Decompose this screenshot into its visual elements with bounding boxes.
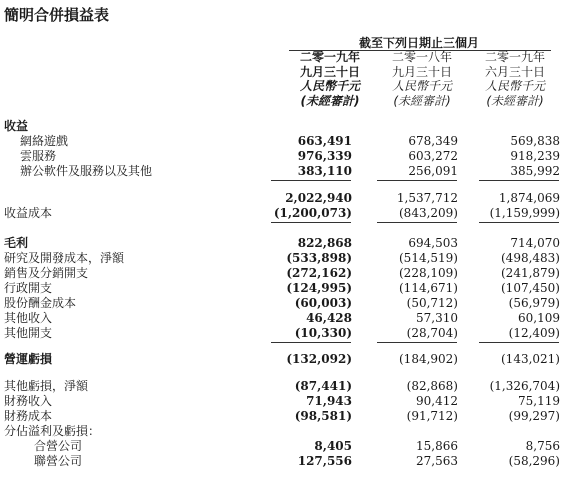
row-share-of-profits-heading [0, 423, 574, 439]
column-header-line: 二零一九年 [484, 50, 545, 64]
subtotal-rule [479, 342, 559, 343]
column-header-line: 九月三十日 [391, 64, 452, 79]
cell-value: (184,902) [399, 352, 458, 366]
cell-value: 569,838 [510, 134, 560, 148]
cell-value: (124,995) [286, 281, 352, 295]
column-header-line: 九月三十日 [299, 64, 360, 79]
cell-value: (58,296) [508, 454, 560, 468]
cell-value: 256,091 [408, 164, 458, 178]
subtotal-rule [377, 342, 457, 343]
row-label: 收益成本 [4, 206, 53, 220]
cell-value: 46,428 [306, 311, 352, 325]
subtotal-rule [377, 222, 457, 223]
row-label: 網絡遊戲 [20, 134, 69, 148]
row-label: 財務成本 [4, 409, 53, 423]
row-label: 聯營公司 [34, 454, 83, 468]
cell-value: (98,581) [294, 409, 352, 423]
row-admin-expenses [0, 280, 574, 296]
cell-value: 71,943 [306, 394, 352, 408]
cell-value: (132,092) [286, 352, 352, 366]
cell-value: (143,021) [501, 352, 560, 366]
column-header-line: 六月三十日 [484, 64, 545, 79]
row-label: 其他開支 [4, 326, 53, 340]
row-rnd-costs [0, 250, 574, 266]
column-header-line: (未經審計) [486, 93, 544, 108]
row-label: 辦公軟件及服務以及其他 [20, 164, 153, 178]
cell-value: (533,898) [286, 251, 352, 265]
row-label: 行政開支 [4, 281, 53, 295]
column-header-current [289, 50, 371, 108]
cell-value: (843,209) [399, 206, 458, 220]
row-label: 其他收入 [4, 311, 53, 325]
cell-value: 976,339 [297, 149, 352, 163]
cell-value: 127,556 [297, 454, 352, 468]
subtotal-rule [271, 222, 351, 223]
row-label: 研究及開發成本，淨額 [4, 251, 125, 265]
cell-value: 57,310 [416, 311, 458, 325]
cell-value: (87,441) [294, 379, 352, 393]
cell-value: (1,326,704) [489, 379, 560, 393]
row-label: 分佔溢利及虧損： [4, 424, 101, 438]
row-other-expenses [0, 325, 574, 341]
cell-value: (82,868) [406, 379, 458, 393]
row-associates [0, 453, 574, 469]
column-header-line: 二零一八年 [391, 50, 452, 64]
cell-value: (56,979) [508, 296, 560, 310]
cell-value: (28,704) [406, 326, 458, 340]
row-label: 雲服務 [20, 149, 57, 163]
cell-value: 75,119 [518, 394, 560, 408]
column-header-line: (未經審計) [393, 93, 451, 108]
cell-value: (12,409) [508, 326, 560, 340]
cell-value: 714,070 [510, 236, 560, 250]
cell-value: (50,712) [406, 296, 458, 310]
row-other-income [0, 310, 574, 326]
column-header-line: 人民幣千元 [299, 79, 360, 93]
cell-value: 918,239 [510, 149, 560, 163]
row-finance-income [0, 393, 574, 409]
column-header-prior-quarter [474, 50, 556, 108]
column-header-line: 二零一九年 [299, 50, 360, 64]
cell-value: 15,866 [416, 439, 458, 453]
cell-value: 8,405 [314, 439, 352, 453]
cell-value: (1,200,073) [273, 206, 352, 220]
row-label: 其他虧損，淨額 [4, 379, 89, 393]
cell-value: 383,110 [297, 164, 352, 178]
cell-value: 1,537,712 [396, 191, 458, 205]
cell-value: 822,868 [297, 236, 352, 250]
period-heading: 截至下列日期止三個月 [358, 36, 479, 50]
subtotal-rule [479, 222, 559, 223]
subtotal-rule [479, 180, 559, 181]
row-joint-ventures [0, 438, 574, 454]
cell-value: 27,563 [416, 454, 458, 468]
cell-value: 90,412 [416, 394, 458, 408]
cell-value: (10,330) [294, 326, 352, 340]
statement-title: 簡明合併損益表 [4, 6, 110, 24]
column-header-line: 人民幣千元 [484, 79, 545, 93]
cell-value: (228,109) [399, 266, 458, 280]
row-label: 營運虧損 [4, 352, 53, 366]
cell-value: (60,003) [294, 296, 352, 310]
column-header-line: (未經審計) [300, 93, 360, 108]
cell-value: (107,450) [501, 281, 560, 295]
cell-value: (514,519) [399, 251, 458, 265]
row-operating-loss [0, 351, 574, 367]
row-label: 合營公司 [34, 439, 83, 453]
subtotal-rule [271, 180, 351, 181]
cell-value: (498,483) [501, 251, 560, 265]
row-total-revenue [0, 190, 574, 206]
cell-value: (241,879) [501, 266, 560, 280]
cell-value: 8,756 [525, 439, 560, 453]
row-revenue-heading [0, 118, 574, 134]
cell-value: (1,159,999) [489, 206, 560, 220]
row-label: 收益 [4, 119, 29, 133]
row-label: 財務收入 [4, 394, 53, 408]
cell-value: (91,712) [406, 409, 458, 423]
cell-value: 694,503 [408, 236, 458, 250]
subtotal-rule [271, 342, 351, 343]
cell-value: 678,349 [408, 134, 458, 148]
row-cost-of-revenue [0, 205, 574, 221]
row-selling-expenses [0, 265, 574, 281]
subtotal-rule [377, 180, 457, 181]
cell-value: 603,272 [408, 149, 458, 163]
column-header-line: 人民幣千元 [391, 79, 452, 93]
cell-value: (99,297) [508, 409, 560, 423]
cell-value: 60,109 [518, 311, 560, 325]
row-finance-costs [0, 408, 574, 424]
cell-value: 385,992 [510, 164, 560, 178]
cell-value: (272,162) [286, 266, 352, 280]
row-cloud-services [0, 148, 574, 164]
column-header-prior-year [381, 50, 463, 108]
row-label: 銷售及分銷開支 [4, 266, 89, 280]
cell-value: (114,671) [399, 281, 458, 295]
cell-value: 663,491 [297, 134, 352, 148]
row-other-losses [0, 378, 574, 394]
row-share-compensation [0, 295, 574, 311]
row-office-software [0, 163, 574, 179]
cell-value: 2,022,940 [285, 191, 352, 205]
row-online-games [0, 133, 574, 149]
cell-value: 1,874,069 [498, 191, 560, 205]
row-label: 股份酬金成本 [4, 296, 77, 310]
row-gross-profit [0, 235, 574, 251]
row-label: 毛利 [4, 236, 29, 250]
